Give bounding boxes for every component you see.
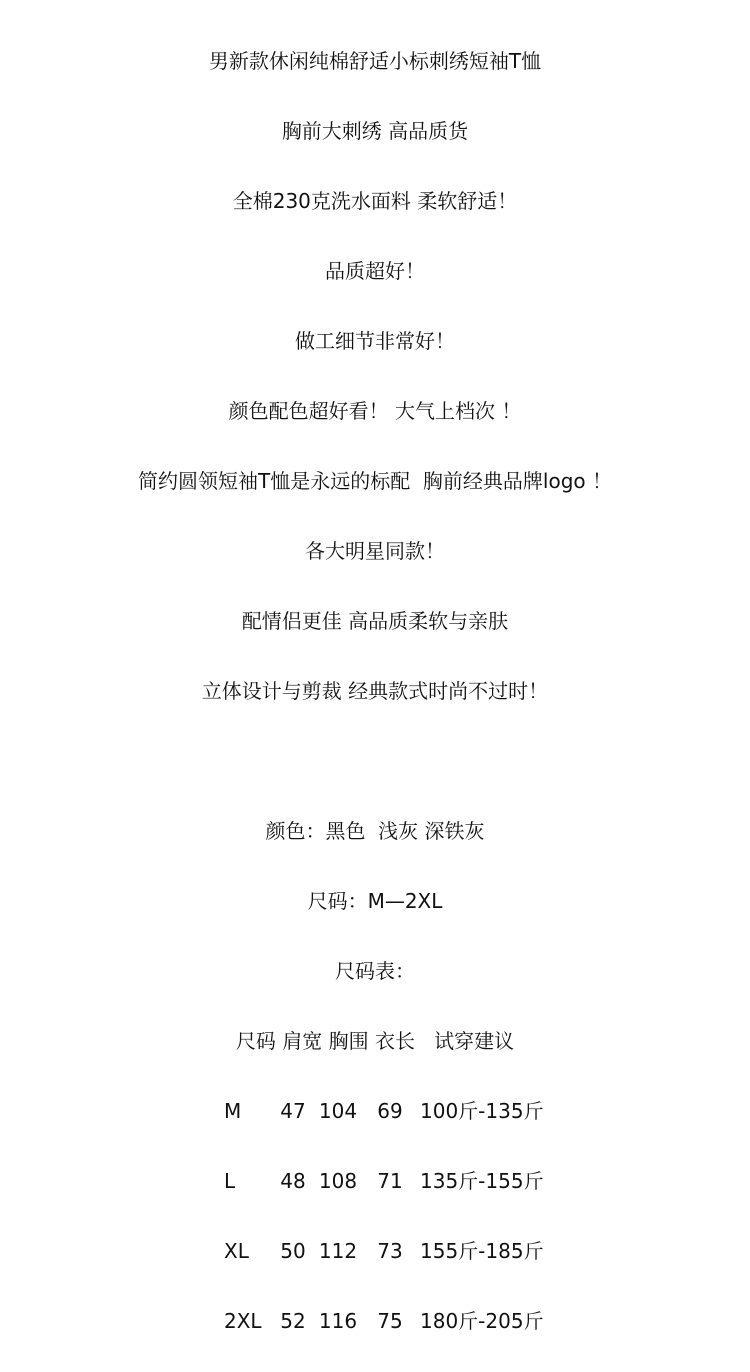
size-chart-row [0,1098,750,1124]
shoulder-cell: 52 [280,1309,306,1333]
length-cell: 71 [377,1169,403,1193]
description-line: 颜色配色超好看！ 大气上档次 ！ [228,399,522,423]
description-line: 胸前大刺绣 高品质货 [281,119,469,143]
size-cell: L [224,1169,236,1193]
size-range: 尺码：M—2XL [307,889,443,913]
weight-cell: 135斤-155斤 [420,1169,544,1193]
weight-cell: 180斤-205斤 [420,1309,544,1333]
description-line: 立体设计与剪裁 经典款式时尚不过时！ [201,679,549,703]
description-line: 配情侣更佳 高品质柔软与亲肤 [241,609,509,633]
color-options: 颜色：黑色 浅灰 深铁灰 [265,819,485,843]
size-cell: M [224,1099,242,1123]
size-cell: XL [224,1239,249,1263]
chest-cell: 108 [318,1169,358,1193]
chest-cell: 104 [318,1099,358,1123]
length-cell: 75 [377,1309,403,1333]
description-line: 全棉230克洗水面料 柔软舒适！ [232,189,518,213]
shoulder-cell: 50 [280,1239,306,1263]
shoulder-cell: 48 [280,1169,306,1193]
weight-cell: 100斤-135斤 [420,1099,544,1123]
size-chart-row [0,1238,750,1264]
size-chart-header: 尺码 肩宽 胸围 衣长 试穿建议 [235,1029,515,1053]
description-line: 做工细节非常好！ [295,329,455,353]
size-cell: 2XL [224,1309,262,1333]
chest-cell: 116 [318,1309,358,1333]
description-line: 简约圆领短袖T恤是永远的标配 胸前经典品牌logo ！ [137,469,612,493]
length-cell: 73 [377,1239,403,1263]
description-line: 各大明星同款！ [305,539,445,563]
length-cell: 69 [377,1099,403,1123]
weight-cell: 155斤-185斤 [420,1239,544,1263]
product-title: 男新款休闲纯棉舒适小标刺绣短袖T恤 [208,49,542,73]
chest-cell: 112 [318,1239,358,1263]
size-chart-row [0,1168,750,1194]
size-chart-row [0,1308,750,1334]
shoulder-cell: 47 [280,1099,306,1123]
description-line: 品质超好！ [325,259,425,283]
size-chart-title: 尺码表： [335,959,415,983]
